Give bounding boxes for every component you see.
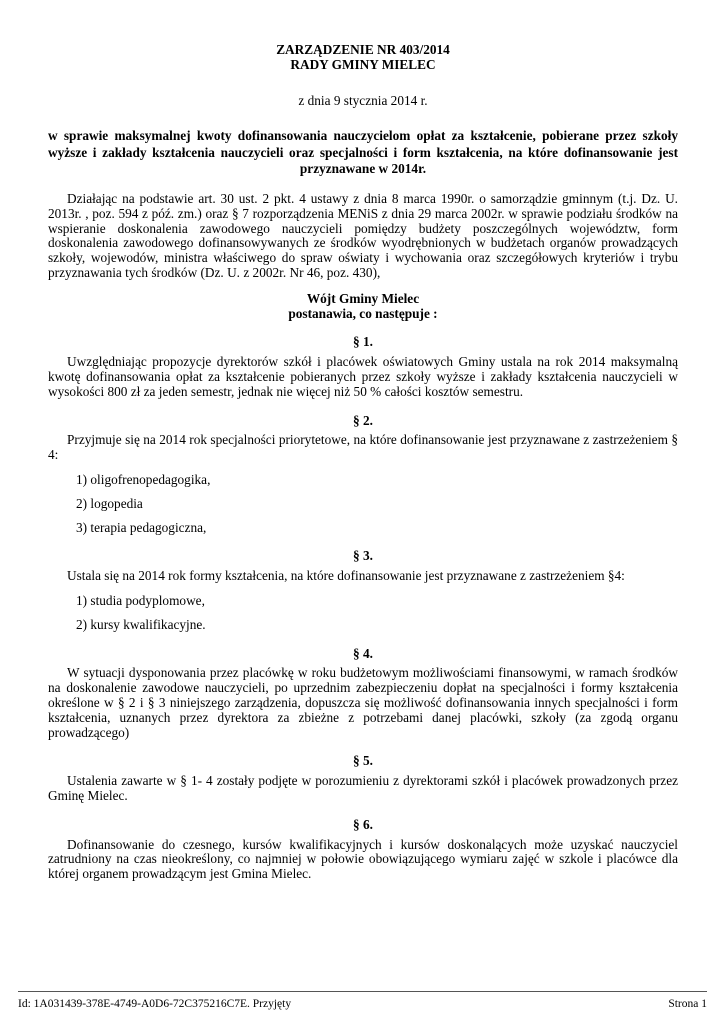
list-item: 3) terapia pedagogiczna, [76,519,207,535]
authority-name: RADY GMINY MIELEC [290,56,436,72]
section-5-heading: § 5. [353,753,373,769]
list-item: 2) kursy kwalifikacyjne. [76,616,206,632]
legal-basis-paragraph: Działając na podstawie art. 30 ust. 2 pkt. 4 ustawy z dnia 8 marca 1990r. o samorządzie gminnym (t.j. Dz. U. 2013r. , poz. 594 z póź. zm.) oraz § 7 rozporządzenia MENiS z dnia 29 marca 2002r. w sprawie podziału środków na wspieranie doskonalenia zawodowego nauczycieli pomiędzy budżety poszczególnych województw, form doskonalenia zawodowego dofinansowywanych ze środków wyodrębnionych w budżetach organów prowadzących szkoły, wojewodów, ministra właściwego do spraw oświaty i wychowania oraz szczegółowych kryteriów i trybu przyznawania tych środków (Dz. U. z 2002r. Nr 46, poz. 430), [48,191,678,280]
section-3-heading: § 3. [353,548,373,564]
document-header [48,43,678,177]
section-5-text: Ustalenia zawarte w § 1- 4 zostały podjęte w porozumieniu z dyrektorami szkół i placówek prowadzonych przez Gminę Mielec. [48,773,678,803]
section-par-6 [48,818,678,882]
priority-specialties-list [76,473,678,535]
ordinance-number: ZARZĄDZENIE NR 403/2014 [276,42,450,57]
section-par-2 [48,414,678,536]
education-forms-list [76,594,678,633]
list-item: 1) oligofrenopedagogika, [76,471,211,487]
ordinance-subject: w sprawie maksymalnej kwoty dofinansowania nauczycielom opłat za kształcenie, pobierane przez szkoły wyższe i zakłady kształcenia nauczycieli oraz specjalności i form kształcenia, na które dofinansowanie jest przyznawane w 2014r. [48,128,678,176]
list-item: 2) logopedia [76,495,143,511]
section-par-5 [48,754,678,803]
resolution-clause [48,292,678,322]
section-2-text: Przyjmuje się na 2014 rok specjalności priorytetowe, na które dofinansowanie jest przyznawane z zastrzeżeniem § 4: [48,432,678,463]
section-6-heading: § 6. [353,816,373,832]
section-par-4 [48,647,678,741]
page-footer [18,991,707,1011]
resolution-phrase: postanawia, co następuje : [288,305,438,321]
page-number: Strona 1 [668,998,707,1010]
section-6-text: Dofinansowanie do czesnego, kursów kwalifikacyjnych i kursów doskonalących może uzyskać nauczyciel zatrudniony na czas nieokreślony, co najmniej w połowie obowiązującego wymiaru zajęć w szkole i placówce dla której organem prowadzącym jest Gmina Mielec. [48,836,678,882]
list-item: 1) studia podyplomowe, [76,592,205,608]
section-1-text: Uwzględniając propozycje dyrektorów szkół i placówek oświatowych Gminy ustala na rok 2014 maksymalną kwotę dofinansowania opłat za kształcenie pobieranych przez szkoły wyższe i zakłady kształcenia nauczycieli w wysokości 800 zł za jeden semestr, jednak nie więcej niż 50 % całości kosztów semestru. [48,354,678,399]
section-1-heading: § 1. [353,334,373,350]
section-par-3 [48,549,678,632]
section-4-text: W sytuacji dysponowania przez placówkę w roku budżetowym możliwościami finansowymi, w ramach środków na doskonalenie zawodowe nauczycieli, po uprzednim zabezpieczeniu dopłat na specjalności i formy kształcenia określone w § 2 i § 3 niniejszego zarządzenia, dopuszcza się możliwość dofinansowania innych specjalności i form kształcenia, uznanych przez dyrektora za zbieżne z potrzebami danej placówki, szkoły (za zgodą organu prowadzącego) [48,665,678,740]
ordinance-date: z dnia 9 stycznia 2014 r. [298,92,428,108]
section-2-heading: § 2. [353,412,373,428]
document-id: Id: 1A031439-378E-4749-A0D6-72C375216C7E. Przyjęty [18,998,292,1010]
section-4-heading: § 4. [353,645,373,661]
section-par-1 [48,335,678,399]
resolution-authority: Wójt Gminy Mielec [306,290,420,306]
section-3-text: Ustala się na 2014 rok formy kształcenia, na które dofinansowanie jest przyznawane z zastrzeżeniem §4: [67,568,625,584]
